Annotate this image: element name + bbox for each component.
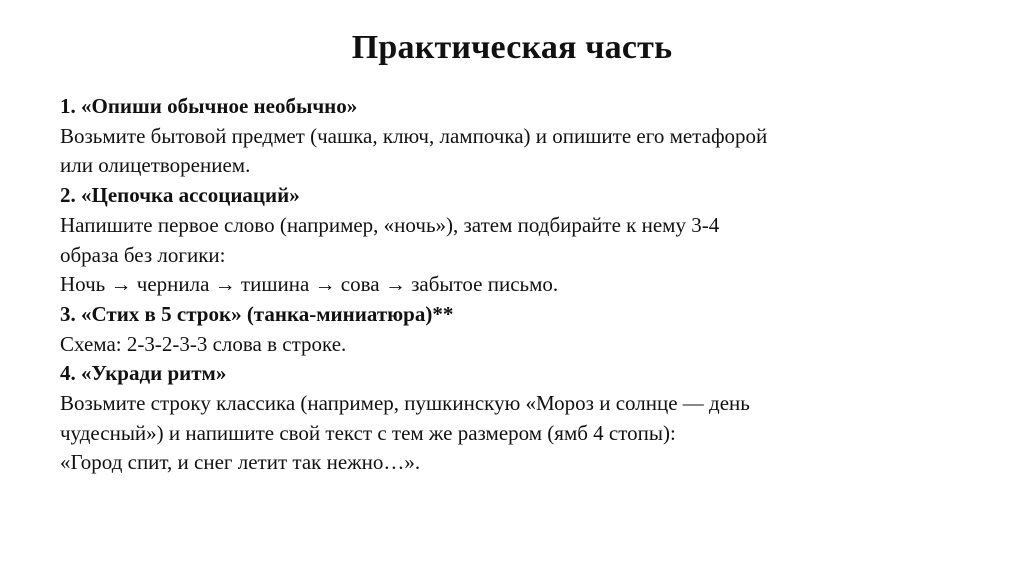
task-4-heading: 4. «Укради ритм» — [60, 361, 227, 386]
task-1-text-line-1: Возьмите бытовой предмет (чашка, ключ, лампочка) и опишите его метафорой — [60, 123, 768, 148]
task-4-text-line-1: Возьмите строку классика (например, пушкинскую «Мороз и солнце — день — [60, 391, 750, 416]
task-3-heading: 3. «Стих в 5 строк» (танка-миниатюра)** — [60, 301, 454, 326]
slide-title: Практическая часть — [351, 29, 673, 66]
task-4-text-line-2: чудесный») и напишите свой текст с тем же размером (ямб 4 стопы): — [60, 420, 676, 445]
task-2-text-line-2: образа без логики: — [60, 242, 226, 267]
task-4-example: «Город спит, и снег летит так нежно…». — [60, 450, 421, 475]
task-2-example: Ночь → чернила → тишина → сова → забытое письмо. — [60, 272, 559, 297]
task-1-text-line-2: или олицетворением. — [60, 153, 251, 178]
slide-body — [60, 92, 960, 478]
task-3-text: Схема: 2-3-2-3-3 слова в строке. — [60, 331, 347, 356]
task-1-heading: 1. «Опиши обычное необычно» — [60, 94, 358, 118]
task-2-heading: 2. «Цепочка ассоциаций» — [60, 183, 300, 208]
task-2-text-line-1: Напишите первое слово (например, «ночь»), затем подбирайте к нему 3-4 — [60, 212, 720, 237]
